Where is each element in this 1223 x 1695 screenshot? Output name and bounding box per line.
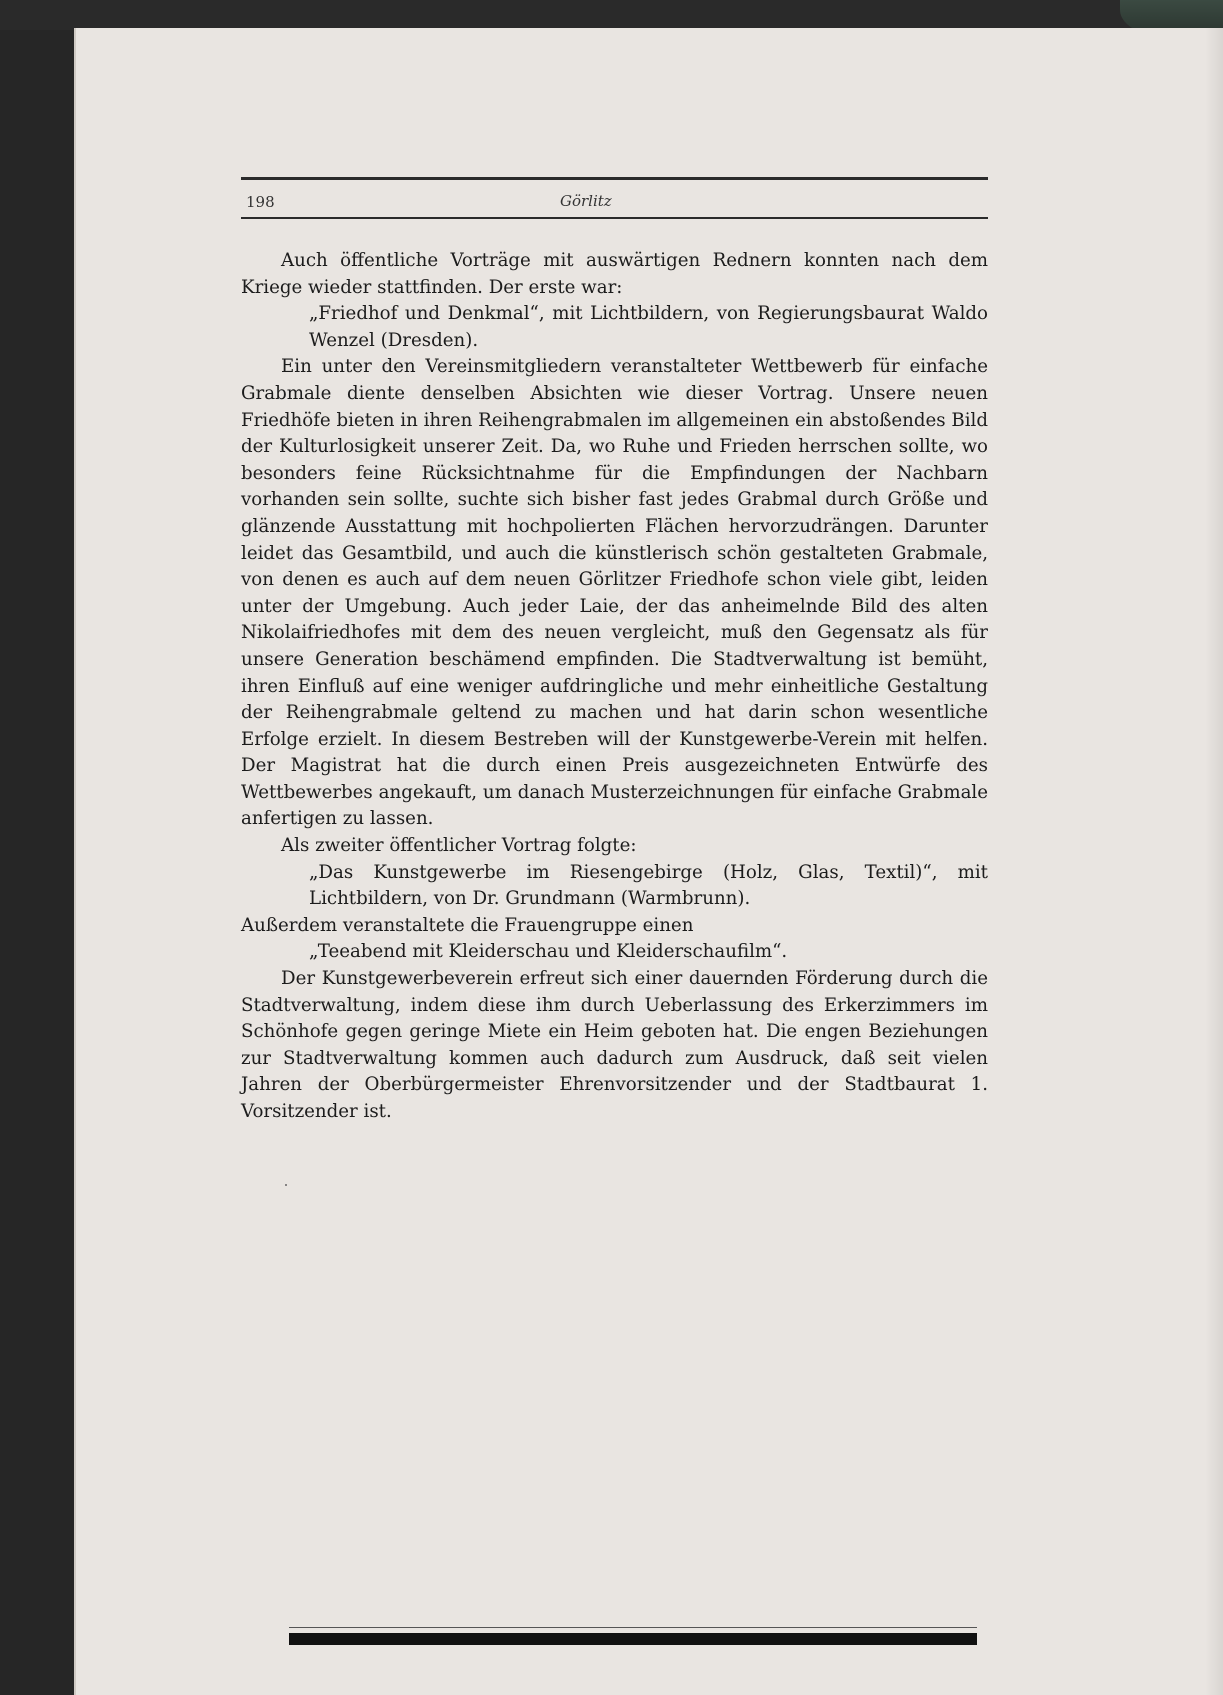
event-title-tea-evening: „Teeabend mit Kleiderschau und Kleiderschaufilm“. [309, 941, 788, 963]
paragraph-city-support: Der Kunstgewerbeverein erfreut sich einer dauernden Förderung durch die Stadtverwaltung, indem diese ihm durch Ueberlassung des Erkerzimmers im Schönhofe gegen geringe Miete ein Heim geboten hat. Die engen Beziehungen zur Stadtverwaltung kommen auch dadurch zum Ausdruck, daß seit vielen Jahren der Oberbürgermeister Ehrenvorsitzender und der Stadtbaurat 1. Vorsitzender ist. [241, 968, 988, 1122]
paragraph-second-lecture: Als zweiter öffentlicher Vortrag folgte: [281, 835, 637, 857]
footer-rule-thick [289, 1633, 977, 1645]
paper-speck [285, 1184, 287, 1186]
body-text [241, 248, 988, 1126]
paragraph-lectures-intro: Auch öffentliche Vorträge mit auswärtigen Rednern konnten nach dem Kriege wieder stattfinden. Der erste war: [241, 250, 988, 298]
page-number: 198 [246, 193, 275, 211]
footer-rule-thin [289, 1627, 977, 1628]
scan-background-top [0, 0, 1223, 30]
lecture-title-1: „Friedhof und Denkmal“, mit Lichtbildern, von Regierungsbaurat Waldo Wenzel (Dresden). [309, 303, 988, 351]
running-title: Görlitz [560, 192, 612, 210]
header-rule-bottom [241, 217, 988, 219]
lecture-title-2: „Das Kunstgewerbe im Riesengebirge (Holz, Glas, Textil)“, mit Lichtbildern, von Dr. Grundmann (Warmbrunn). [309, 861, 988, 910]
header-rule-top [241, 177, 988, 180]
paragraph-womens-group: Außerdem veranstaltete die Frauengruppe einen [241, 914, 694, 936]
page-gutter-shadow [1205, 28, 1223, 1695]
paragraph-grave-competition: Ein unter den Vereinsmitgliedern veranstalteter Wettbewerb für einfache Grabmale diente denselben Absichten wie dieser Vortrag. Unsere neuen Friedhöfe bieten in ihren Reihengrabmalen im allgemeinen ein abstoßendes Bild der Kulturlosigkeit unserer Zeit. Da, wo Ruhe und Frieden herrschen sollte, wo besonders feine Rücksichtnahme für die Empfindungen der Nachbarn vorhanden sein sollte, suchte sich bisher fast jedes Grabmal durch Größe und glänzende Ausstattung mit hochpolierten Flächen hervorzudrängen. Darunter leidet das Gesamtbild, und auch die künstlerisch schön gestalteten Grabmale, von denen es auch auf dem neuen Görlitzer Friedhofe schon viele gibt, leiden unter der Umgebung. Auch jeder Laie, der das anheimelnde Bild des alten Nikolaifriedhofes mit dem des neuen vergleicht, muß den Gegensatz als für unsere Generation beschämend empfinden. Die Stadtverwaltung ist bemüht, ihren Einfluß auf eine weniger aufdringliche und mehr einheitliche Gestaltung der Reihengrabmale geltend zu machen und hat darin schon wesentliche Erfolge erzielt. In diesem Bestreben will der Kunstgewerbe-Verein mit helfen. Der Magistrat hat die durch einen Preis ausgezeichneten Entwürfe des Wettbewerbes angekauft, um danach Musterzeichnungen für einfache Grabmale anfertigen zu lassen. [241, 356, 988, 830]
